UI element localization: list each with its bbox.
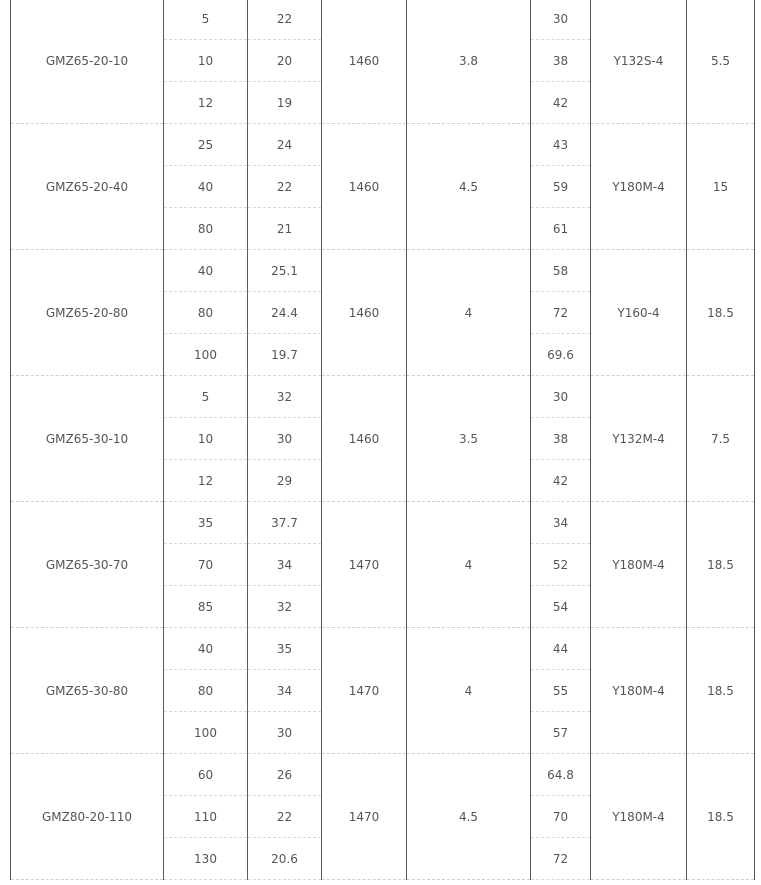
table-row bbox=[11, 250, 755, 292]
head-cell: 30 bbox=[248, 712, 322, 754]
motor-cell: Y160-4 bbox=[591, 250, 687, 376]
npsh-cell: 4 bbox=[407, 502, 531, 628]
motor-cell: Y180M-4 bbox=[591, 628, 687, 754]
head-cell: 32 bbox=[248, 586, 322, 628]
head-cell: 34 bbox=[248, 670, 322, 712]
power-cell: 18.5 bbox=[687, 502, 755, 628]
flow-cell: 10 bbox=[164, 418, 248, 460]
head-cell: 30 bbox=[248, 418, 322, 460]
head-cell: 24.4 bbox=[248, 292, 322, 334]
motor-cell: Y132S-4 bbox=[591, 0, 687, 124]
efficiency-cell: 38 bbox=[531, 40, 591, 82]
power-cell: 18.5 bbox=[687, 250, 755, 376]
efficiency-cell: 64.8 bbox=[531, 754, 591, 796]
model-cell: GMZ65-20-80 bbox=[11, 250, 164, 376]
flow-cell: 12 bbox=[164, 460, 248, 502]
table-row bbox=[11, 628, 755, 670]
table-row bbox=[11, 124, 755, 166]
speed-cell: 1470 bbox=[322, 502, 407, 628]
speed-cell: 1460 bbox=[322, 250, 407, 376]
efficiency-cell: 54 bbox=[531, 586, 591, 628]
flow-cell: 25 bbox=[164, 124, 248, 166]
pump-spec-table-body bbox=[11, 0, 755, 880]
head-cell: 21 bbox=[248, 208, 322, 250]
speed-cell: 1470 bbox=[322, 754, 407, 880]
model-cell: GMZ65-30-80 bbox=[11, 628, 164, 754]
efficiency-cell: 70 bbox=[531, 796, 591, 838]
model-cell: GMZ80-20-110 bbox=[11, 754, 164, 880]
npsh-cell: 4.5 bbox=[407, 754, 531, 880]
flow-cell: 5 bbox=[164, 376, 248, 418]
model-cell: GMZ65-30-10 bbox=[11, 376, 164, 502]
efficiency-cell: 57 bbox=[531, 712, 591, 754]
flow-cell: 85 bbox=[164, 586, 248, 628]
pump-spec-table bbox=[10, 0, 755, 880]
efficiency-cell: 58 bbox=[531, 250, 591, 292]
table-row bbox=[11, 754, 755, 796]
flow-cell: 60 bbox=[164, 754, 248, 796]
flow-cell: 12 bbox=[164, 82, 248, 124]
table-row bbox=[11, 502, 755, 544]
npsh-cell: 4 bbox=[407, 628, 531, 754]
efficiency-cell: 72 bbox=[531, 292, 591, 334]
head-cell: 19.7 bbox=[248, 334, 322, 376]
efficiency-cell: 34 bbox=[531, 502, 591, 544]
efficiency-cell: 42 bbox=[531, 82, 591, 124]
flow-cell: 40 bbox=[164, 628, 248, 670]
model-cell: GMZ65-20-40 bbox=[11, 124, 164, 250]
power-cell: 18.5 bbox=[687, 628, 755, 754]
npsh-cell: 4.5 bbox=[407, 124, 531, 250]
efficiency-cell: 52 bbox=[531, 544, 591, 586]
efficiency-cell: 72 bbox=[531, 838, 591, 880]
speed-cell: 1460 bbox=[322, 0, 407, 124]
head-cell: 22 bbox=[248, 166, 322, 208]
flow-cell: 100 bbox=[164, 712, 248, 754]
npsh-cell: 4 bbox=[407, 250, 531, 376]
flow-cell: 40 bbox=[164, 250, 248, 292]
npsh-cell: 3.5 bbox=[407, 376, 531, 502]
head-cell: 25.1 bbox=[248, 250, 322, 292]
table-row bbox=[11, 376, 755, 418]
motor-cell: Y132M-4 bbox=[591, 376, 687, 502]
power-cell: 18.5 bbox=[687, 754, 755, 880]
model-cell: GMZ65-20-10 bbox=[11, 0, 164, 124]
efficiency-cell: 61 bbox=[531, 208, 591, 250]
flow-cell: 10 bbox=[164, 40, 248, 82]
head-cell: 35 bbox=[248, 628, 322, 670]
model-cell: GMZ65-30-70 bbox=[11, 502, 164, 628]
efficiency-cell: 43 bbox=[531, 124, 591, 166]
table-row bbox=[11, 0, 755, 40]
power-cell: 5.5 bbox=[687, 0, 755, 124]
head-cell: 24 bbox=[248, 124, 322, 166]
motor-cell: Y180M-4 bbox=[591, 502, 687, 628]
speed-cell: 1470 bbox=[322, 628, 407, 754]
flow-cell: 40 bbox=[164, 166, 248, 208]
head-cell: 32 bbox=[248, 376, 322, 418]
efficiency-cell: 59 bbox=[531, 166, 591, 208]
flow-cell: 110 bbox=[164, 796, 248, 838]
head-cell: 19 bbox=[248, 82, 322, 124]
head-cell: 37.7 bbox=[248, 502, 322, 544]
efficiency-cell: 55 bbox=[531, 670, 591, 712]
flow-cell: 5 bbox=[164, 0, 248, 40]
efficiency-cell: 42 bbox=[531, 460, 591, 502]
flow-cell: 70 bbox=[164, 544, 248, 586]
power-cell: 7.5 bbox=[687, 376, 755, 502]
flow-cell: 130 bbox=[164, 838, 248, 880]
head-cell: 22 bbox=[248, 796, 322, 838]
head-cell: 22 bbox=[248, 0, 322, 40]
efficiency-cell: 38 bbox=[531, 418, 591, 460]
efficiency-cell: 44 bbox=[531, 628, 591, 670]
head-cell: 34 bbox=[248, 544, 322, 586]
motor-cell: Y180M-4 bbox=[591, 754, 687, 880]
power-cell: 15 bbox=[687, 124, 755, 250]
flow-cell: 80 bbox=[164, 292, 248, 334]
motor-cell: Y180M-4 bbox=[591, 124, 687, 250]
flow-cell: 80 bbox=[164, 208, 248, 250]
flow-cell: 35 bbox=[164, 502, 248, 544]
head-cell: 20.6 bbox=[248, 838, 322, 880]
efficiency-cell: 30 bbox=[531, 0, 591, 40]
npsh-cell: 3.8 bbox=[407, 0, 531, 124]
efficiency-cell: 30 bbox=[531, 376, 591, 418]
flow-cell: 100 bbox=[164, 334, 248, 376]
head-cell: 20 bbox=[248, 40, 322, 82]
speed-cell: 1460 bbox=[322, 376, 407, 502]
efficiency-cell: 69.6 bbox=[531, 334, 591, 376]
flow-cell: 80 bbox=[164, 670, 248, 712]
head-cell: 26 bbox=[248, 754, 322, 796]
head-cell: 29 bbox=[248, 460, 322, 502]
speed-cell: 1460 bbox=[322, 124, 407, 250]
